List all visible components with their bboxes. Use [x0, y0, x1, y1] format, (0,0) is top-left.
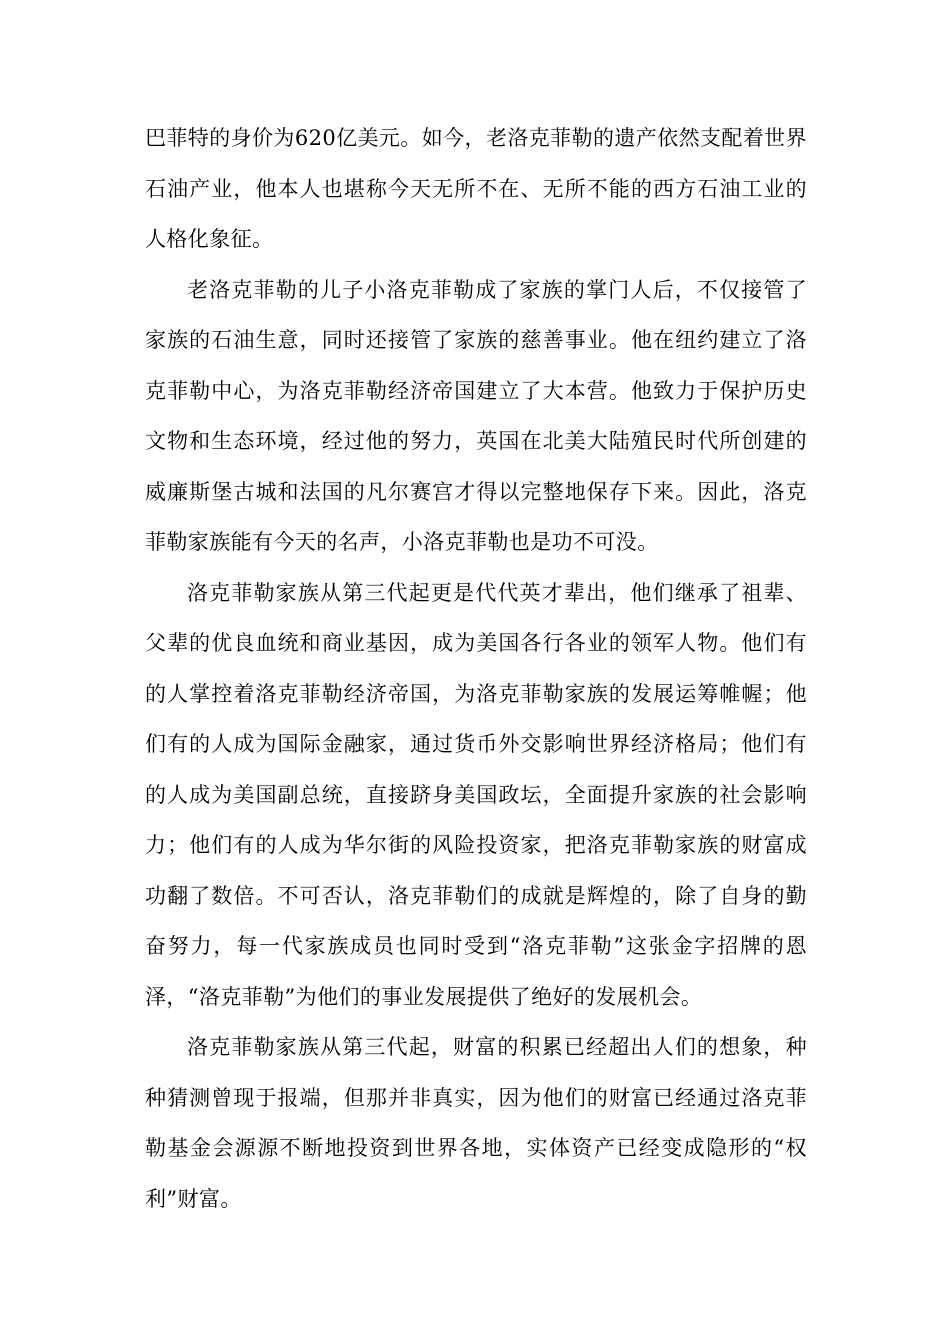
document-body [145, 113, 807, 1224]
paragraph-2: 老洛克菲勒的儿子小洛克菲勒成了家族的掌门人后，不仅接管了家族的石油生意，同时还接管了家族的慈善事业。他在纽约建立了洛克菲勒中心，为洛克菲勒经济帝国建立了大本营。他致力于保护历史文物和生态环境，经过他的努力，英国在北美大陆殖民时代所创建的威廉斯堡古城和法国的凡尔赛宫才得以完整地保存下来。因此，洛克菲勒家族能有今天的名声，小洛克菲勒也是功不可没。 [145, 277, 807, 554]
paragraph-1: 巴菲特的身价为620亿美元。如今，老洛克菲勒的遗产依然支配着世界石油产业，他本人也堪称今天无所不在、无所不能的西方石油工业的人格化象征。 [145, 126, 807, 251]
paragraph-3: 洛克菲勒家族从第三代起更是代代英才辈出，他们继承了祖辈、父辈的优良血统和商业基因，成为美国各行各业的领军人物。他们有的人掌控着洛克菲勒经济帝国，为洛克菲勒家族的发展运筹帷幄；他们有的人成为国际金融家，通过货币外交影响世界经济格局；他们有的人成为美国副总统，直接跻身美国政坛，全面提升家族的社会影响力；他们有的人成为华尔街的风险投资家，把洛克菲勒家族的财富成功翻了数倍。不可否认，洛克菲勒们的成就是辉煌的，除了自身的勤奋努力，每一代家族成员也同时受到“洛克菲勒”这张金字招牌的恩泽，“洛克菲勒”为他们的事业发展提供了绝好的发展机会。 [145, 580, 807, 1009]
paragraph-4: 洛克菲勒家族从第三代起，财富的积累已经超出人们的想象，种种猜测曾现于报端，但那并非真实，因为他们的财富已经通过洛克菲勒基金会源源不断地投资到世界各地，实体资产已经变成隐形的“权利”财富。 [145, 1035, 807, 1211]
